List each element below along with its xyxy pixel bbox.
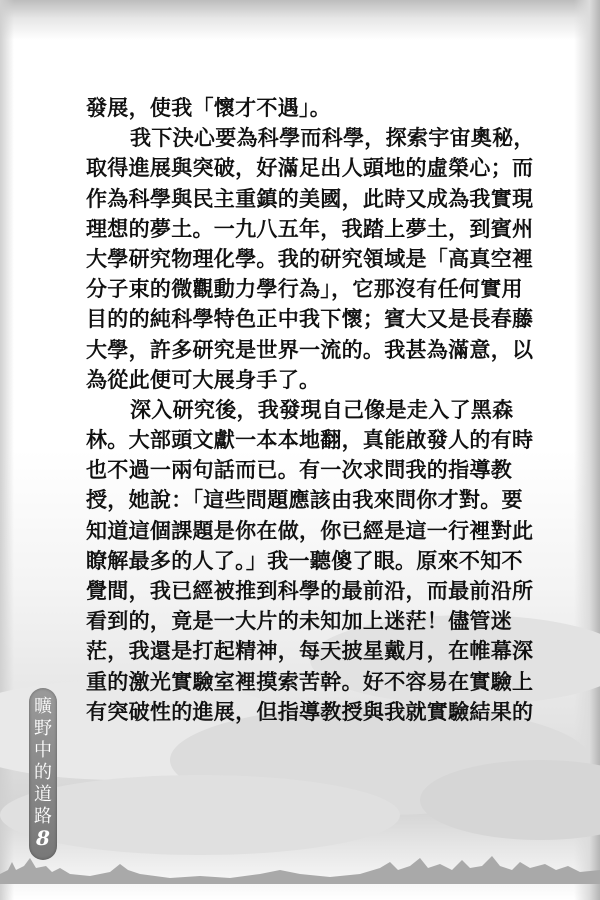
body-text [86,93,554,727]
book-title-char: 曠 [34,696,52,717]
text-line: 分子束的微觀動力學行為」，它那沒有任何實用 [86,277,523,302]
text-line: 作為科學與民主重鎮的美國，此時又成為我實現 [86,186,534,211]
book-title-char: 中 [34,740,52,761]
text-line: 重的激光實驗室裡摸索苦幹。好不容易在實驗上 [86,669,534,694]
text-line: 茫，我還是打起精神，每天披星戴月，在帷幕深 [86,639,534,664]
text-line: 也不過一兩句話而已。有一次求問我的指導教 [86,458,512,483]
page-number: 8 [36,826,50,850]
text-line: 理想的夢土。一九八五年，我踏上夢土，到賓州 [86,216,534,241]
book-title-char: 的 [34,762,52,783]
book-title [29,696,57,828]
text-line: 看到的，竟是一大片的未知加上迷茫！儘管迷 [86,609,512,634]
book-title-char: 路 [34,806,52,827]
text-line: 取得進展與突破，好滿足出人頭地的虛榮心；而 [86,156,534,181]
text-line: 深入研究後，我發現自己像是走入了黑森 [130,397,514,422]
treeline-silhouette [0,844,600,884]
text-line: 為從此便可大展身手了。 [86,367,321,392]
text-line: 目的的純科學特色正中我下懷；賓大又是長春藤 [86,307,534,332]
text-line: 林。大部頭文獻一本本地翻，真能啟發人的有時 [86,428,534,453]
text-line: 有突破性的進展，但指導教授與我就實驗結果的 [86,699,534,724]
text-line: 瞭解最多的人了。」我一聽傻了眼。原來不知不 [86,548,523,573]
text-line: 發展，使我「懷才不遇」。 [86,96,332,120]
page-top-shadow [0,0,600,40]
text-line: 覺間，我已經被推到科學的最前沿，而最前沿所 [86,579,534,603]
text-line: 大學研究物理化學。我的研究領域是「高真空裡 [86,246,534,271]
book-title-char: 野 [34,718,52,739]
text-line: 大學，許多研究是世界一流的。我甚為滿意，以 [86,337,534,362]
book-title-char: 道 [34,784,52,805]
book-title-tab [29,688,57,860]
text-line: 知道這個課題是你在做，你已經是這一行裡對此 [86,518,534,543]
text-line: 我下決心要為科學而科學，探索宇宙奧秘， [130,126,535,151]
text-line: 授，她說：「這些問題應該由我來問你才對。要 [86,488,523,513]
